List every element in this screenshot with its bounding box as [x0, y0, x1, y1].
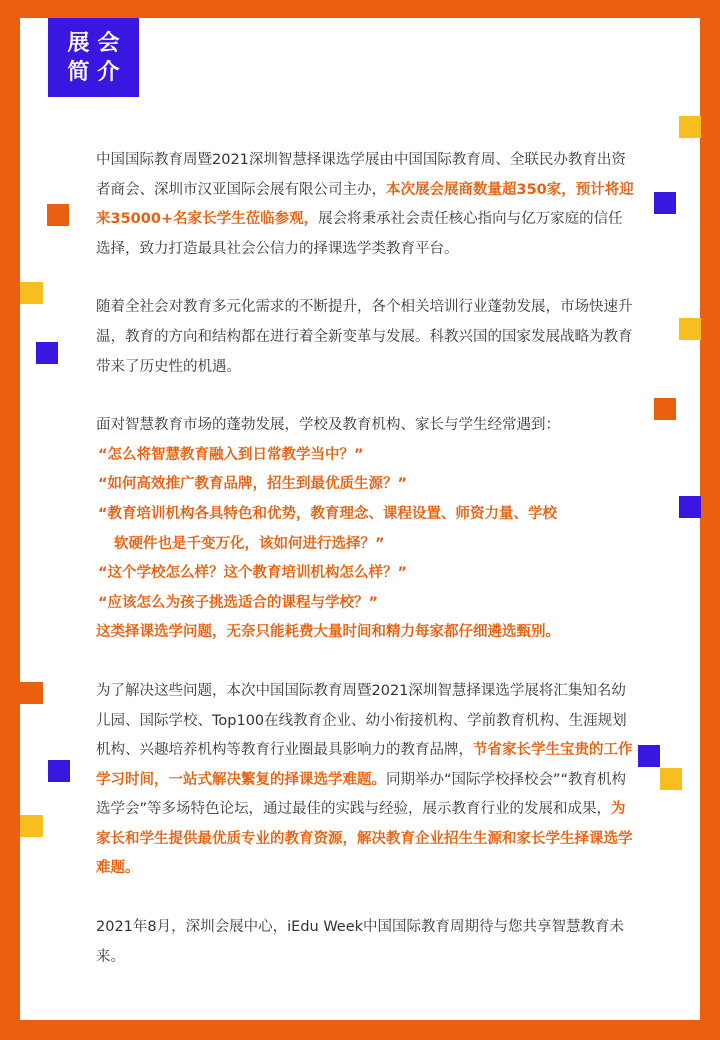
- deco-square-orange: [20, 682, 43, 704]
- deco-square-blue: [638, 745, 660, 767]
- deco-square-yellow: [20, 815, 43, 837]
- question-3-line-1: “教育培训机构各具特色和优势，教育理念、课程设置、师资力量、学校: [98, 505, 558, 522]
- question-2: “如何高效推广教育品牌，招生到最优质生源？”: [98, 476, 408, 493]
- questions-intro: 面对智慧教育市场的蓬勃发展，学校及教育机构、家长与学生经常遇到：: [96, 417, 560, 434]
- p1-text-c: 展会将秉承社会责任核心指向与亿万家庭的信任选择，致力打造最具社会公信力的择课选学类教育平台。: [96, 211, 623, 257]
- title-line-2: 简介: [67, 59, 128, 85]
- section-title-badge: [48, 18, 139, 97]
- paragraph-organizers: [96, 146, 636, 264]
- question-3-line-2: 软硬件也是千变万化，该如何进行选择？”: [114, 535, 385, 552]
- p4-text-a: 为了解决这些问题，本次中国国际教育周暨2021深圳智慧择课选学展将汇集知名幼儿园、国际学校、Top100在线教育企业、幼小衔接机构、学前教育机构、生涯规划机构、兴趣培养机构等教育行业圈最具影响力的教育品牌，: [96, 682, 627, 759]
- question-3: [98, 500, 636, 559]
- deco-square-yellow: [679, 116, 701, 138]
- intro-content: [96, 146, 636, 1001]
- p4-highlight-2: 为家长和学生提供最优质专业的教育资源，解决教育企业招生生源和家长学生择课选学难题。: [96, 801, 633, 877]
- question-5: “应该怎么为孩子挑选适合的课程与学校？”: [98, 594, 379, 611]
- question-4: “这个学校怎么样？这个教育培训机构怎么样？”: [98, 565, 408, 582]
- deco-square-yellow: [679, 318, 701, 340]
- p1-text-a: 中国国际教育周暨2021深圳智慧择课选学展由中国国际教育周、全联民办教育出资者商会、深圳市汉亚国际会展有限公司主办，: [96, 152, 626, 198]
- p4-text-c: 同期举办“国际学校择校会”“教育机构选学会”等多场特色论坛，通过最佳的实践与经验，展示教育行业的发展和成果，: [96, 771, 627, 818]
- deco-square-blue: [48, 760, 70, 782]
- paragraph-questions: [96, 411, 636, 648]
- title-line-1: 展会: [67, 30, 128, 56]
- questions-summary: 这类择课选学问题，无奈只能耗费大量时间和精力每家都仔细遴选甄别。: [96, 624, 560, 641]
- p4-highlight-1: 节省家长学生宝贵的工作学习时间，一站式解决繁复的择课选学难题。: [96, 742, 633, 788]
- question-1: “怎么将智慧教育融入到日常教学当中？”: [98, 446, 364, 463]
- deco-square-blue: [36, 342, 58, 364]
- deco-square-blue: [679, 496, 701, 518]
- deco-square-blue: [654, 192, 676, 214]
- paragraph-solution: [96, 677, 636, 884]
- deco-square-orange: [654, 398, 676, 420]
- deco-square-yellow: [660, 768, 682, 790]
- paragraph-background: 随着全社会对教育多元化需求的不断提升，各个相关培训行业蓬勃发展，市场快速升温，教育的方向和结构都在进行着全新变革与发展。科教兴国的国家发展战略为教育带来了历史性的机遇。: [96, 299, 633, 375]
- deco-square-yellow: [20, 282, 43, 304]
- deco-square-orange: [47, 204, 69, 226]
- paragraph-closing: 2021年8月，深圳会展中心，iEdu Week中国国际教育周期待与您共享智慧教育未来。: [96, 919, 625, 965]
- p1-highlight: 本次展会展商数量超350家，预计将迎来35000+名家长学生莅临参观，: [96, 181, 634, 228]
